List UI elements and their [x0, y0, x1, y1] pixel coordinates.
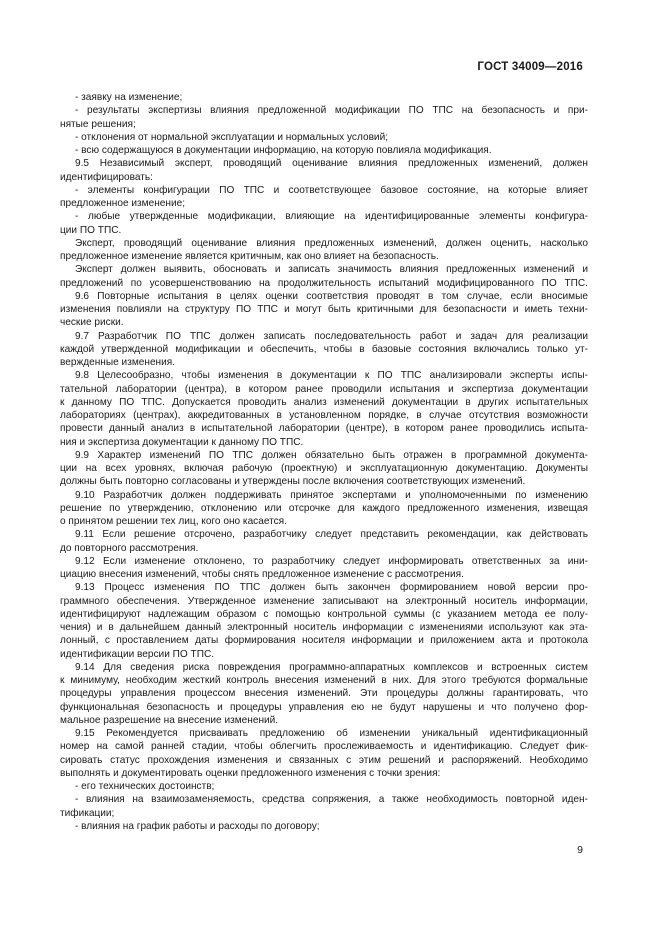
text-line: 9.10 Разработчик должен поддерживать принятое экспертами и уполномоченными по изменению [75, 489, 588, 501]
text-line: - результаты экспертизы влияния предложенной модификации ПО ТПС на безопасность и при- [75, 105, 588, 117]
text-line: номер на самой ранней стадии, чтобы облегчить прослеживаемость и идентификацию. Следует фик- [60, 741, 588, 753]
text-line: - всю содержащуюся в документации информацию, на которую повлияла модификация. [75, 145, 492, 156]
text-line: тификации; [60, 807, 115, 819]
text-line: 9.14 Для сведения риска повреждения программно-аппаратных комплексов и встроенных систем [75, 661, 588, 673]
text-line: тательной лаборатории (центра), в котором ранее проводили испытания и экспертиза документации [60, 383, 588, 395]
text-line: лонный, с проставлением даты формирования носителя информации и приложением акта и протокола [60, 635, 588, 647]
text-line: - любые утвержденные модификации, влияющие на идентифицированные элементы конфигура- [75, 211, 588, 223]
text-line: выполнять и документировать оценки предложенного изменения с точки зрения: [60, 767, 441, 779]
text-line: - влияния на график работы и расходы по договору; [75, 820, 320, 832]
text-line: 9.15 Рекомендуется присваивать предложению об изменении уникальный идентификационный [75, 728, 588, 739]
text-line: граммного обеспечения. Утвержденное изменение записывают на электронный носитель информации, [60, 595, 588, 607]
text-line: - его технических достоинств; [75, 781, 215, 792]
text-line: изменения повлияли на структуру ПО ТПС и могут быть критичными для безопасности и иметь техни- [60, 304, 588, 315]
text-line: сировать статус прохождения изменения и связанных с этим решений и распоряжений. Необходимо [60, 754, 588, 766]
text-line: предложенное изменение является критичным, как оно влияет на безопасность. [60, 251, 439, 262]
text-line: 9.6 Повторные испытания в целях оценки соответствия проводят в том случае, если вносимые [75, 290, 588, 302]
text-line: 9.13 Процесс изменения ПО ТПС должен быть закончен формированием новой версии про- [75, 582, 588, 594]
text-line: 9.11 Если решение отсрочено, разработчику следует представить рекомендации, как действовать [75, 529, 588, 541]
text-line: предложенное изменение; [60, 198, 186, 209]
text-line: - элементы конфигурации ПО ТПС и соответствующее базовое состояние, на которые влияет [75, 184, 588, 196]
text-line: - заявку на изменение; [75, 92, 183, 103]
text-line: ции на всех уровнях, включая рабочую (проектную) и эксплуатационную документацию. Документы [60, 463, 588, 474]
text-line: чения) и в дальнейшем данный электронный носитель информации с изменениями используют как эта- [60, 622, 588, 633]
text-line: провести данный анализ в испытательной лаборатории (центре), в котором ранее проводились испыта- [60, 423, 588, 435]
text-line: - отклонения от нормальной эксплуатации и нормальных условий; [75, 131, 389, 143]
text-line: идентифицировать: [60, 171, 153, 183]
page-number: 9 [577, 844, 583, 856]
text-line: к данному ПО ТПС. Допускается проводить анализ изменений документации в других испытательных [60, 396, 588, 408]
text-line: 9.5 Независимый эксперт, проводящий оценивание влияния предложенных изменений, должен [75, 158, 588, 170]
text-line: предложений по усовершенствованию на продолжительность испытаний модифицированного ПО ТПС. [60, 277, 588, 289]
text-line: к минимуму, необходим жесткий контроль внесения изменений в них. Для этого требуются формальные [60, 675, 588, 686]
text-line: идентифицируют надлежащим образом с помощью контрольной суммы (с указанием метода ее полу- [60, 608, 588, 620]
text-line: - влияния на взаимозаменяемость, средства сопряжения, а также необходимость повторной иден- [75, 794, 588, 806]
text-line: Эксперт, проводящий оценивание влияния предложенных изменений, должен оценить, насколько [75, 237, 588, 249]
text-line: функциональная безопасность и процедуры управления ею не будут нарушены и что получено фор- [60, 701, 588, 713]
document-body [60, 91, 588, 833]
text-line: ческие риски. [60, 317, 124, 329]
text-line: ции ПО ТПС. [60, 224, 122, 236]
text-line: процедуры управления процессом внесения изменений. Эти процедуры должны гарантировать, что [60, 688, 588, 700]
text-line: должны быть повторно согласованы и утверждены после включения соответствующих изменений. [60, 476, 526, 488]
text-line: до повторного рассмотрения. [60, 542, 199, 554]
text-line: 9.12 Если изменение отклонено, то разработчику следует информировать ответственных за ини- [75, 555, 588, 567]
text-line: Эксперт должен выявить, обосновать и записать значимость влияния предложенных изменений и [75, 264, 588, 276]
text-line: лабораториях (центрах), аккредитованных в установленном порядке, в случае отсутствия возможности [60, 410, 588, 421]
text-line: о принятом решении тех лиц, кого оно касается. [60, 516, 287, 527]
text-line: каждой утвержденной модификации и обеспечить, чтобы в базовые состояния включались только ут- [60, 343, 588, 355]
text-line: мальное разрешение на внесение изменений. [60, 714, 279, 726]
text-line: нятые решения; [60, 118, 136, 130]
text-line: 9.9 Характер изменений ПО ТПС должен обязательно быть отражен в программной документа- [75, 449, 588, 461]
document-header: ГОСТ 34009—2016 [477, 61, 583, 73]
text-line: ния и экспертиза документации к данному ПО ТПС. [60, 436, 304, 448]
text-line: решение по утверждению, отклонению или отсрочке для каждого предложенного изменения, извещая [60, 502, 588, 514]
text-line: 9.8 Целесообразно, чтобы изменения в документации к ПО ТПС анализировали эксперты испы- [75, 370, 588, 382]
text-line: циацию внесения изменений, чтобы снять предложенное изменение с рассмотрения. [60, 569, 464, 580]
text-line: вержденные изменения. [60, 357, 176, 368]
text-line: идентификации версии ПО ТПС. [60, 648, 215, 660]
text-line: 9.7 Разработчик ПО ТПС должен записать последовательность работ и задач для реализации [75, 330, 588, 342]
